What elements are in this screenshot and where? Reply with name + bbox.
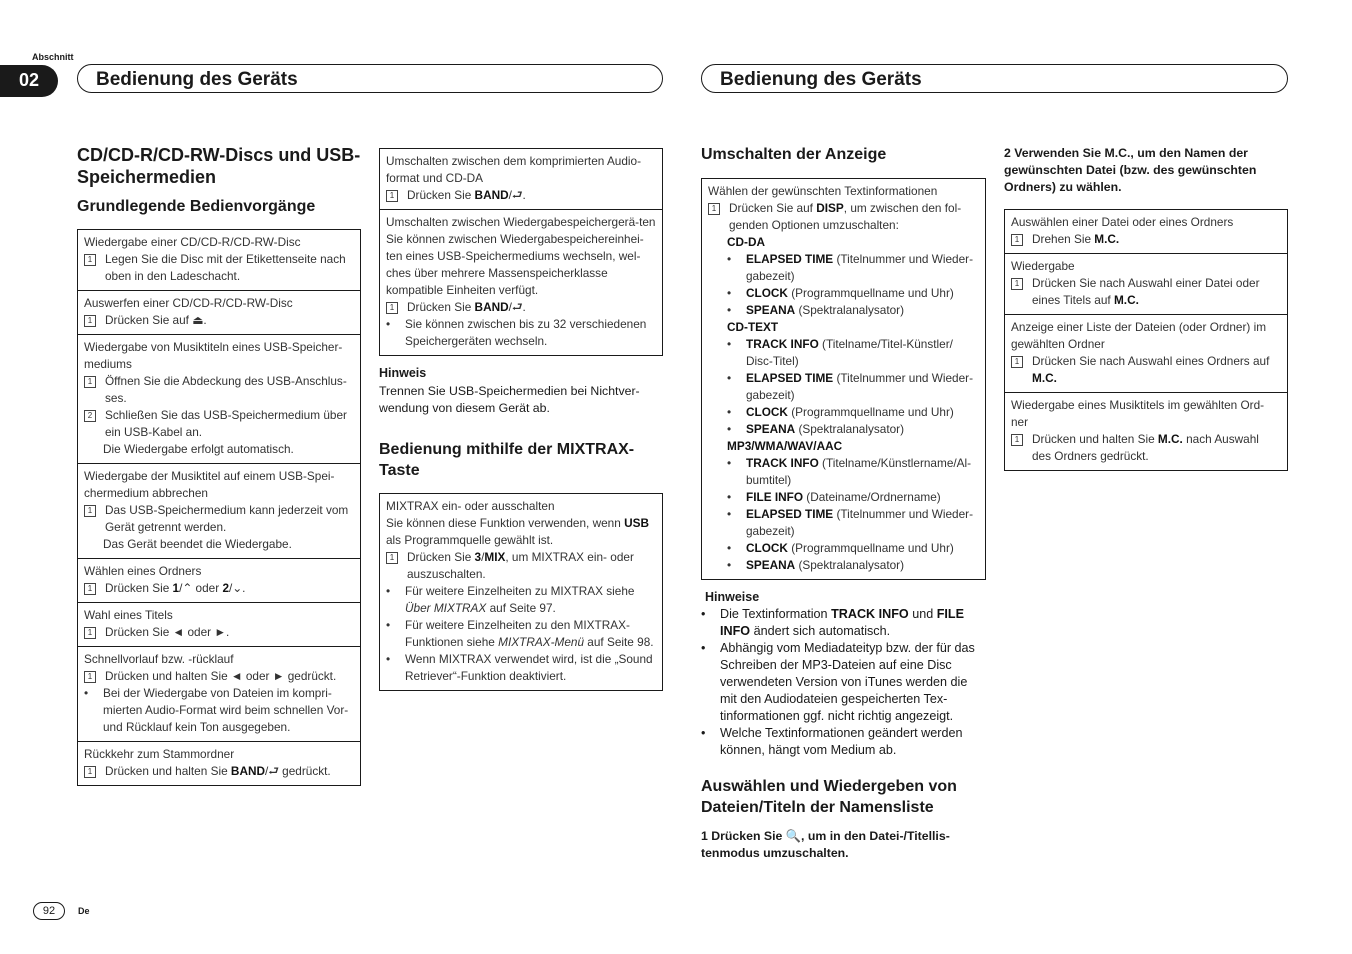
step-text: Drücken Sie auf DISP, um zwischen den fol-genden Optionen umzuschalten:	[729, 201, 962, 232]
row-description: Sie können diese Funktion verwenden, wenn USB als Programmquelle gewählt ist.	[386, 516, 649, 547]
step-number: 1	[84, 627, 96, 639]
hint-text: Welche Textinformationen geändert werden können, hängt vom Medium ab.	[720, 726, 963, 757]
bullet-text: Bei der Wiedergabe von Dateien im kompri-mierten Audio-Format wird beim schnellen Vor- und Rücklauf kein Ton ausgegeben.	[103, 686, 349, 734]
table-row	[78, 559, 360, 603]
row-caption: Wiedergabe	[1011, 259, 1075, 273]
bullet-text: ELAPSED TIME (Titelnummer und Wieder-gabezeit)	[746, 371, 974, 402]
step-number: 1	[84, 671, 96, 683]
table-row	[702, 179, 985, 579]
table-row	[78, 291, 360, 335]
step-number: 1	[1011, 356, 1023, 368]
column-2	[379, 148, 663, 691]
hint-text: Trennen Sie USB-Speichermedien bei Nichtver-wendung von diesem Gerät ab.	[379, 384, 640, 415]
step-text: Schließen Sie das USB-Speichermedium über ein USB-Kabel an.	[105, 408, 347, 439]
row-caption: Wiedergabe einer CD/CD-R/CD-RW-Disc	[84, 235, 301, 249]
row-caption: Wiedergabe der Musiktitel auf einem USB-Spei-chermedium abbrechen	[84, 469, 335, 500]
hint-text: Abhängig vom Mediadateityp bzw. der für das Schreiben der MP3-Dateien auf eine Disc verwendeten Version von iTunes werden die mit den Audiodateien gespeicherten Tex-tinformationen ggf. nicht richtig angezeigt.	[720, 641, 975, 723]
row-caption: Schnellvorlauf bzw. -rücklauf	[84, 652, 234, 666]
table-row	[78, 335, 360, 464]
step-number: 1	[84, 766, 96, 778]
hint-text: Die Textinformation TRACK INFO und FILE INFO ändert sich automatisch.	[720, 607, 965, 638]
table-row	[1005, 254, 1287, 315]
table-row	[78, 464, 360, 559]
group-label: CD-TEXT	[727, 320, 779, 334]
display-table	[701, 178, 986, 580]
page-number: 92	[33, 902, 65, 920]
subsection-title: Grundlegende Bedienvorgänge	[77, 198, 316, 215]
section-label: Abschnitt	[32, 52, 74, 62]
step-text: Drücken und halten Sie ◄ oder ► gedrückt.	[105, 669, 337, 683]
row-caption: Rückkehr zum Stammordner	[84, 747, 235, 761]
step-number: 1	[708, 203, 720, 215]
column-4	[1004, 145, 1288, 471]
step-text: Drücken und halten Sie M.C. nach Auswahl des Ordners gedrückt.	[1032, 432, 1259, 463]
step-1-text: 1 Drücken Sie 🔍, um in den Datei-/Titellis-tenmodus umzuschalten.	[701, 829, 950, 860]
row-caption: Wahl eines Titels	[84, 608, 173, 622]
operations-table	[379, 148, 663, 356]
table-row	[380, 149, 662, 210]
section-title: CD/CD-R/CD-RW-Discs und USB-Speichermedien	[77, 145, 361, 187]
namelist-title: Auswählen und Wiedergeben von Dateien/Titeln der Namensliste	[701, 778, 957, 816]
step-text: Drücken Sie 1/⌃ oder 2/⌄.	[105, 581, 246, 595]
bullet-text: SPEANA (Spektralanalysator)	[746, 558, 905, 572]
step-text: Drücken Sie BAND/⮐.	[407, 300, 526, 314]
step-text: Drücken Sie nach Auswahl eines Ordners auf M.C.	[1032, 354, 1270, 385]
table-row: Umschalten zwischen Wiedergabespeichergerä-ten Sie können zwischen Wiedergabespeichereinhei-ten eines USB-Speichermediums wechseln, wel-ches über mehrere Massenspeicherklasse kompatible Einheiten verfügt. 1 Drücken Sie BAND/⮐. • Sie können zwischen bis zu 32 verschiedenen Speichergeräten wechseln.	[386, 215, 656, 348]
step-text: Drücken Sie nach Auswahl einer Datei oder eines Titels auf M.C.	[1032, 276, 1260, 307]
chapter-number: 02	[0, 65, 58, 97]
table-row: Schnellvorlauf bzw. -rücklauf 1 Drücken und halten Sie ◄ oder ► gedrückt. • Bei der Wiedergabe von Dateien im kompri-mierten Audio-Format wird beim schnellen Vor- und Rücklauf kein Ton ausgegeben.	[78, 647, 360, 742]
table-row	[1005, 393, 1287, 470]
table-row	[1005, 210, 1287, 254]
table-row	[1005, 315, 1287, 393]
step-2-text: 2 Verwenden Sie M.C., um den Namen der gewünschten Datei (bzw. des gewünschten Ordners) zu wählen.	[1004, 146, 1257, 194]
step-number: 1	[84, 315, 96, 327]
bullet-text: CLOCK (Programmquellname und Uhr)	[746, 286, 954, 300]
bullet-text: SPEANA (Spektralanalysator)	[746, 422, 905, 436]
row-caption: Anzeige einer Liste der Dateien (oder Ordner) im gewählten Ordner	[1011, 320, 1267, 351]
step-number: 1	[386, 190, 398, 202]
step-number: 1	[84, 254, 96, 266]
bullet-text: Für weitere Einzelheiten zu den MIXTRAX-Funktionen siehe MIXTRAX-Menü auf Seite 98.	[405, 618, 654, 649]
step-text: Drücken Sie 3/MIX, um MIXTRAX ein- oder auszuschalten.	[407, 550, 634, 581]
step-text: Drücken Sie auf ⏏.	[105, 313, 207, 327]
step-number: 1	[1011, 278, 1023, 290]
bullet-text: TRACK INFO (Titelname/Künstlername/Al-bumtitel)	[746, 456, 972, 487]
table-row	[78, 603, 360, 647]
bullet-text: ELAPSED TIME (Titelnummer und Wieder-gabezeit)	[746, 507, 974, 538]
step-result: Die Wiedergabe erfolgt automatisch.	[103, 442, 294, 456]
row-caption: MIXTRAX ein- oder ausschalten	[386, 499, 555, 513]
row-description: Sie können zwischen Wiedergabespeichereinhei-ten eines USB-Speichermediums wechseln, wel-ches über mehrere Massenspeicherklasse kompatible Einheiten verfügt.	[386, 232, 644, 297]
left-header-title: Bedienung des Geräts	[77, 64, 663, 93]
column-3: Umschalten der Anzeige Wählen der gewünschten Textinformationen 1 Drücken Sie auf DISP, um zwischen den fol-genden Optionen umzuschalten: CD-DA • ELAPSED TIME (Titelnummer und Wieder-gabezeit) • CLOCK (Programmquellname und Uhr) • SPEANA (Spektralanalysator) CD-TEXT • TRACK INFO (Titelname/Titel-Künstler/ Disc-Titel) • ELAPSED TIME (Titelnummer und Wieder-gabezeit) • CLOCK (Programmquellname und Uhr) • SPEANA (Spektralanalysator) MP3/WMA/WAV/AAC • TRACK INFO (Titelname/Künstlername/Al-bumtitel) • FILE INFO (Dateiname/Ordnername) • ELAPSED TIME (Titelnummer und Wieder-gabezeit) • CLOCK (Programmquellname und Uhr) • SPEANA (Spektralanalysator) Hinweise • Die Textinformation TRACK INFO und FILE INFO ändert sich automatisch. • Abhängig vom Mediadateityp bzw. der für das Schreiben der MP3-Dateien auf eine Disc verwendeten Version von iTunes werden die mit den Audiodateien gespeicherten Tex-tinformationen ggf. nicht richtig angezeigt. • Welche Textinformationen geändert werden können, hängt vom Medium ab. Auswählen und Wiedergeben von Dateien/Titeln der Namensliste 1 Drücken Sie 🔍, um in den Datei-/Titellis-tenmodus umzuschalten.	[701, 144, 986, 862]
bullet-text: ELAPSED TIME (Titelnummer und Wieder-gabezeit)	[746, 252, 974, 283]
row-caption: Wiedergabe von Musiktiteln eines USB-Speicher-mediums	[84, 340, 343, 371]
bullet-text: Sie können zwischen bis zu 32 verschiedenen Speichergeräten wechseln.	[405, 317, 647, 348]
step-number: 1	[84, 376, 96, 388]
step-result: Das Gerät beendet die Wiedergabe.	[103, 537, 292, 551]
row-caption: Wiedergabe eines Musiktitels im gewählten Ord-ner	[1011, 398, 1265, 429]
bullet-text: Für weitere Einzelheiten zu MIXTRAX siehe Über MIXTRAX auf Seite 97.	[405, 584, 635, 615]
row-caption: Umschalten zwischen Wiedergabespeichergerä-ten	[386, 215, 656, 229]
row-caption: Auswählen einer Datei oder eines Ordners	[1011, 215, 1234, 229]
step-text: Legen Sie die Disc mit der Etikettenseite nach oben in den Ladeschacht.	[105, 252, 346, 283]
hints-heading: Hinweise	[705, 590, 760, 604]
step-number: 1	[1011, 434, 1023, 446]
right-header-title: Bedienung des Geräts	[701, 64, 1288, 93]
bullet-text: CLOCK (Programmquellname und Uhr)	[746, 541, 954, 555]
table-row	[78, 742, 360, 785]
bullet-text: SPEANA (Spektralanalysator)	[746, 303, 905, 317]
step-number: 1	[84, 505, 96, 517]
step-text: Drücken und halten Sie BAND/⮐ gedrückt.	[105, 764, 331, 778]
bullet-text: TRACK INFO (Titelname/Titel-Künstler/ Disc-Titel)	[746, 337, 953, 368]
row-caption: Umschalten zwischen dem komprimierten Audio-format und CD-DA	[386, 154, 642, 185]
column-1	[77, 144, 361, 786]
step-text: Drehen Sie M.C.	[1032, 232, 1120, 246]
bullet-text: CLOCK (Programmquellname und Uhr)	[746, 405, 954, 419]
step-number: 2	[84, 410, 96, 422]
step-number: 1	[84, 583, 96, 595]
bullet-text: Wenn MIXTRAX verwendet wird, ist die „Sound Retriever“-Funktion deaktiviert.	[405, 652, 653, 683]
namelist-table	[1004, 209, 1288, 471]
table-row	[78, 230, 360, 291]
operations-table	[77, 229, 361, 786]
mixtrax-table	[379, 493, 663, 691]
row-caption: Auswerfen einer CD/CD-R/CD-RW-Disc	[84, 296, 293, 310]
bullet-text: FILE INFO (Dateiname/Ordnername)	[746, 490, 941, 504]
step-number: 1	[1011, 234, 1023, 246]
step-text: Öffnen Sie die Abdeckung des USB-Anschlus-ses.	[105, 374, 347, 405]
hint-heading: Hinweis	[379, 366, 427, 380]
step-text: Drücken Sie ◄ oder ►.	[105, 625, 230, 639]
step-text: Das USB-Speichermedium kann jederzeit vom Gerät getrennt werden.	[105, 503, 349, 534]
language-code: De	[78, 906, 90, 916]
row-caption: Wählen eines Ordners	[84, 564, 202, 578]
table-row: MIXTRAX ein- oder ausschalten Sie können diese Funktion verwenden, wenn USB als Programmquelle gewählt ist. 1 Drücken Sie 3/MIX, um MIXTRAX ein- oder auszuschalten. • Für weitere Einzelheiten zu MIXTRAX siehe Über MIXTRAX auf Seite 97. • Für weitere Einzelheiten zu den MIXTRAX-Funktionen siehe MIXTRAX-Menü auf Seite 98. • Wenn MIXTRAX verwendet wird, ist die „Sound Retriever“-Funktion deaktiviert.	[380, 494, 662, 690]
step-text: Drücken Sie BAND/⮐.	[407, 188, 526, 202]
step-number: 1	[386, 302, 398, 314]
mixtrax-title: Bedienung mithilfe der MIXTRAX-Taste	[379, 441, 635, 479]
row-caption: Wählen der gewünschten Textinformationen	[708, 184, 938, 198]
display-switch-title: Umschalten der Anzeige	[701, 146, 887, 163]
group-label: MP3/WMA/WAV/AAC	[727, 439, 843, 453]
group-label: CD-DA	[727, 235, 766, 249]
option-groups: CD-DA • ELAPSED TIME (Titelnummer und Wieder-gabezeit) • CLOCK (Programmquellname und Uhr) • SPEANA (Spektralanalysator) CD-TEXT • TRACK INFO (Titelname/Titel-Künstler/ Disc-Titel) • ELAPSED TIME (Titelnummer und Wieder-gabezeit) • CLOCK (Programmquellname und Uhr) • SPEANA (Spektralanalysator) MP3/WMA/WAV/AAC • TRACK INFO (Titelname/Künstlername/Al-bumtitel) • FILE INFO (Dateiname/Ordnername) • ELAPSED TIME (Titelnummer und Wieder-gabezeit) • CLOCK (Programmquellname und Uhr) • SPEANA (Spektralanalysator)	[708, 234, 979, 574]
step-number: 1	[386, 552, 398, 564]
